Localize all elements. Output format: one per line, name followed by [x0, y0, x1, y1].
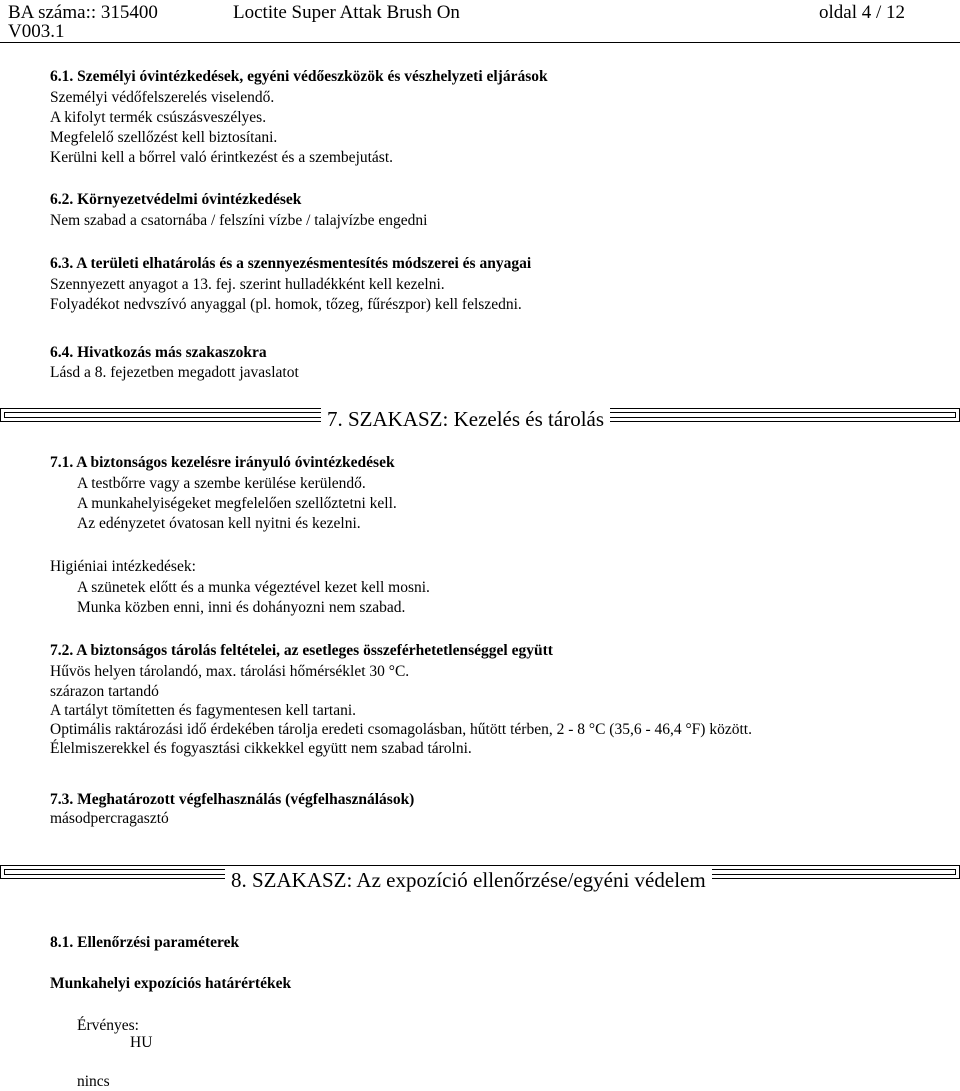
section-6-4-title: 6.4. Hivatkozás más szakaszokra — [50, 344, 267, 361]
s63-line: Folyadékot nedvszívó anyaggal (pl. homok, tőzeg, fűrészpor) kell felszedni. — [50, 296, 522, 313]
header-rule — [0, 42, 960, 43]
s71-line: A testbőrre vagy a szembe kerülése kerülendő. — [77, 475, 366, 492]
doc-number-label: BA száma:: — [8, 2, 97, 23]
s71-line: A munkahelyiségeket megfelelően szellőztetni kell. — [77, 495, 397, 512]
valid-value: HU — [130, 1034, 153, 1051]
hygiene-line: A szünetek előtt és a munka végeztével kezet kell mosni. — [77, 579, 430, 596]
s72-line: Élelmiszerekkel és fogyasztási cikkekkel együtt nem szabad tárolni. — [50, 740, 472, 757]
doc-number: 315400 — [100, 2, 158, 23]
page-number: oldal 4 / 12 — [819, 2, 906, 23]
s63-line: Szennyezett anyagot a 13. fej. szerint hulladékként kell kezelni. — [50, 276, 445, 293]
section-8-1-title: 8.1. Ellenőrzési paraméterek — [50, 934, 240, 951]
section-7-1-title: 7.1. A biztonságos kezelésre irányuló óvintézkedések — [50, 454, 395, 471]
s72-line: A tartályt tömítetten és fagymentesen kell tartani. — [50, 702, 357, 719]
section-8-heading: 8. SZAKASZ: Az expozíció ellenőrzése/egyéni védelem — [225, 868, 712, 892]
s61-line: Kerülni kell a bőrrel való érintkezést és a szembejutást. — [50, 149, 394, 166]
s72-line: szárazon tartandó — [50, 683, 159, 700]
s71-line: Az edényzetet óvatosan kell nyitni és kezelni. — [77, 515, 361, 532]
section-6-1-title: 6.1. Személyi óvintézkedések, egyéni védőeszközök és vészhelyzeti eljárások — [50, 68, 548, 85]
version: V003.1 — [8, 21, 65, 42]
s72-line: Hűvös helyen tárolandó, max. tárolási hőmérséklet 30 °C. — [50, 663, 410, 680]
s61-line: Személyi védőfelszerelés viselendő. — [50, 89, 275, 106]
section-7-heading: 7. SZAKASZ: Kezelés és tárolás — [321, 407, 610, 431]
valid-label: Érvényes: — [77, 1017, 139, 1034]
s61-line: A kifolyt termék csúszásveszélyes. — [50, 109, 267, 126]
section-7-3-title: 7.3. Meghatározott végfelhasználás (végfelhasználások) — [50, 791, 415, 808]
exposure-limits-heading: Munkahelyi expozíciós határértékek — [50, 975, 292, 992]
s72-line: Optimális raktározási idő érdekében tárolja eredeti csomagolásban, hűtött térben, 2 - 8 °C (35,6 - 46,4 °F) között. — [50, 721, 752, 738]
s73-line: másodpercragasztó — [50, 810, 169, 827]
hygiene-label: Higiéniai intézkedések: — [50, 558, 196, 575]
section-7-2-title: 7.2. A biztonságos tárolás feltételei, az esetleges összeférhetetlenséggel együtt — [50, 642, 553, 659]
hygiene-line: Munka közben enni, inni és dohányozni nem szabad. — [77, 599, 406, 616]
s61-line: Megfelelő szellőzést kell biztosítani. — [50, 129, 278, 146]
product-name: Loctite Super Attak Brush On — [233, 2, 460, 23]
s62-line: Nem szabad a csatornába / felszíni vízbe / talajvízbe engedni — [50, 212, 428, 229]
section-6-2-title: 6.2. Környezetvédelmi óvintézkedések — [50, 191, 302, 208]
none-label: nincs — [77, 1073, 110, 1090]
s64-line: Lásd a 8. fejezetben megadott javaslatot — [50, 364, 299, 381]
section-6-3-title: 6.3. A területi elhatárolás és a szennyezésmentesítés módszerei és anyagai — [50, 255, 532, 272]
